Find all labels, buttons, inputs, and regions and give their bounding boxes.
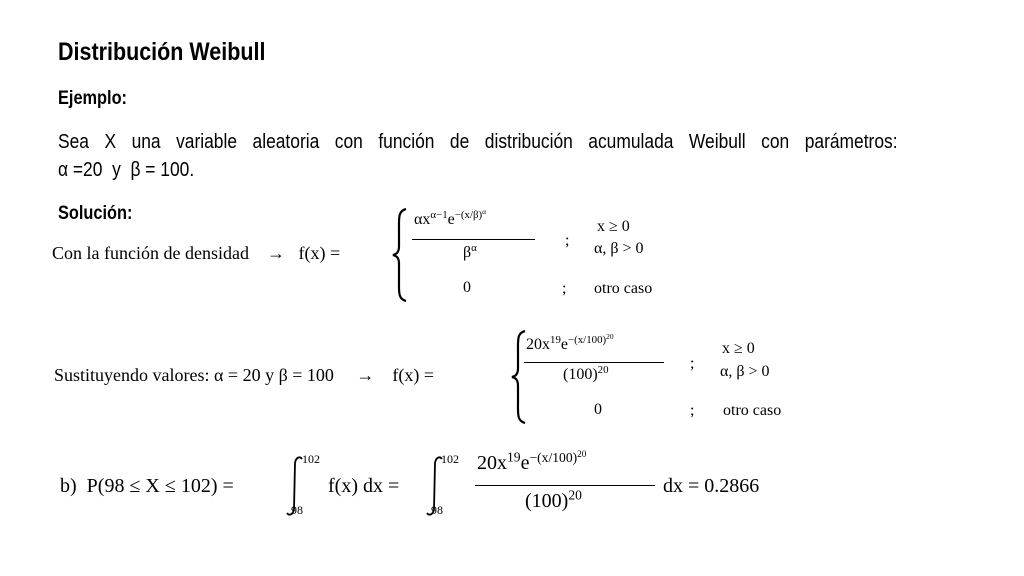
substitution-fx: f(x) = — [392, 365, 435, 385]
part-b-label: b) — [60, 475, 77, 497]
substitution-condition-params: α, β > 0 — [720, 363, 770, 380]
density-separator-2: ; — [562, 280, 567, 297]
density-separator: ; — [565, 232, 570, 249]
density-otherwise: otro caso — [594, 280, 653, 297]
left-brace-icon — [511, 330, 527, 424]
density-fraction-bar — [412, 239, 535, 240]
substitution-otherwise: otro caso — [723, 402, 782, 419]
alpha-value: α =20 — [58, 159, 103, 181]
beta-value: β = 100. — [130, 159, 195, 181]
substitution-condition-x: x ≥ 0 — [722, 340, 755, 357]
integral-2-lower: 98 — [431, 503, 443, 517]
integral-1-upper: 102 — [302, 452, 320, 466]
density-label: Con la función de densidad → f(x) = — [52, 243, 341, 263]
substitution-numerator: $20x^{19}e^{-(x/100)^{20}}$ — [526, 331, 614, 353]
solution-heading: Solución: — [58, 203, 133, 224]
left-brace-icon — [392, 208, 408, 302]
statement-line-1: Sea X una variable aleatoria con función de distribución acumulada Weibull con parámetros: — [58, 131, 898, 153]
integral-1-lower: 98 — [291, 503, 303, 517]
substitution-separator: ; — [690, 355, 695, 372]
part-b-result: dx = 0.2866 — [663, 475, 760, 497]
integrand-fx: f(x) dx = — [328, 475, 400, 497]
connector-word: y — [112, 159, 121, 181]
statement-line-2 — [58, 156, 898, 184]
density-condition-x: x ≥ 0 — [597, 218, 630, 235]
integral-2-upper: 102 — [441, 452, 459, 466]
substitution-fraction-bar — [524, 362, 664, 363]
problem-statement — [58, 128, 898, 184]
arrow-icon: → — [356, 365, 375, 385]
example-heading: Ejemplo: — [58, 88, 128, 109]
substitution-separator-2: ; — [690, 402, 695, 419]
part-b-denominator: $(100)^{20}$ — [525, 487, 582, 512]
density-numerator: $\alpha x^{\alpha-1}e^{-(x/\beta)^\alpha}$ — [414, 206, 487, 228]
part-b-numerator: $20x^{19}e^{-(x/100)^{20}}$ — [477, 448, 587, 474]
density-zero: 0 — [463, 279, 471, 296]
density-fx: f(x) = — [298, 243, 341, 263]
part-b-probability: b) P(98 ≤ X ≤ 102) = — [60, 475, 234, 497]
substitution-zero: 0 — [594, 401, 602, 418]
arrow-icon: → — [266, 243, 285, 263]
density-condition-params: α, β > 0 — [594, 240, 644, 257]
substitution-label: Sustituyendo valores: α = 20 y β = 100 → f(x) = — [54, 365, 435, 385]
density-denominator: $\beta^\alpha$ — [463, 242, 477, 261]
substitution-denominator: $(100)^{20}$ — [563, 364, 609, 383]
page-title: Distribución Weibull — [58, 38, 266, 66]
part-b-fraction-bar — [475, 485, 655, 486]
